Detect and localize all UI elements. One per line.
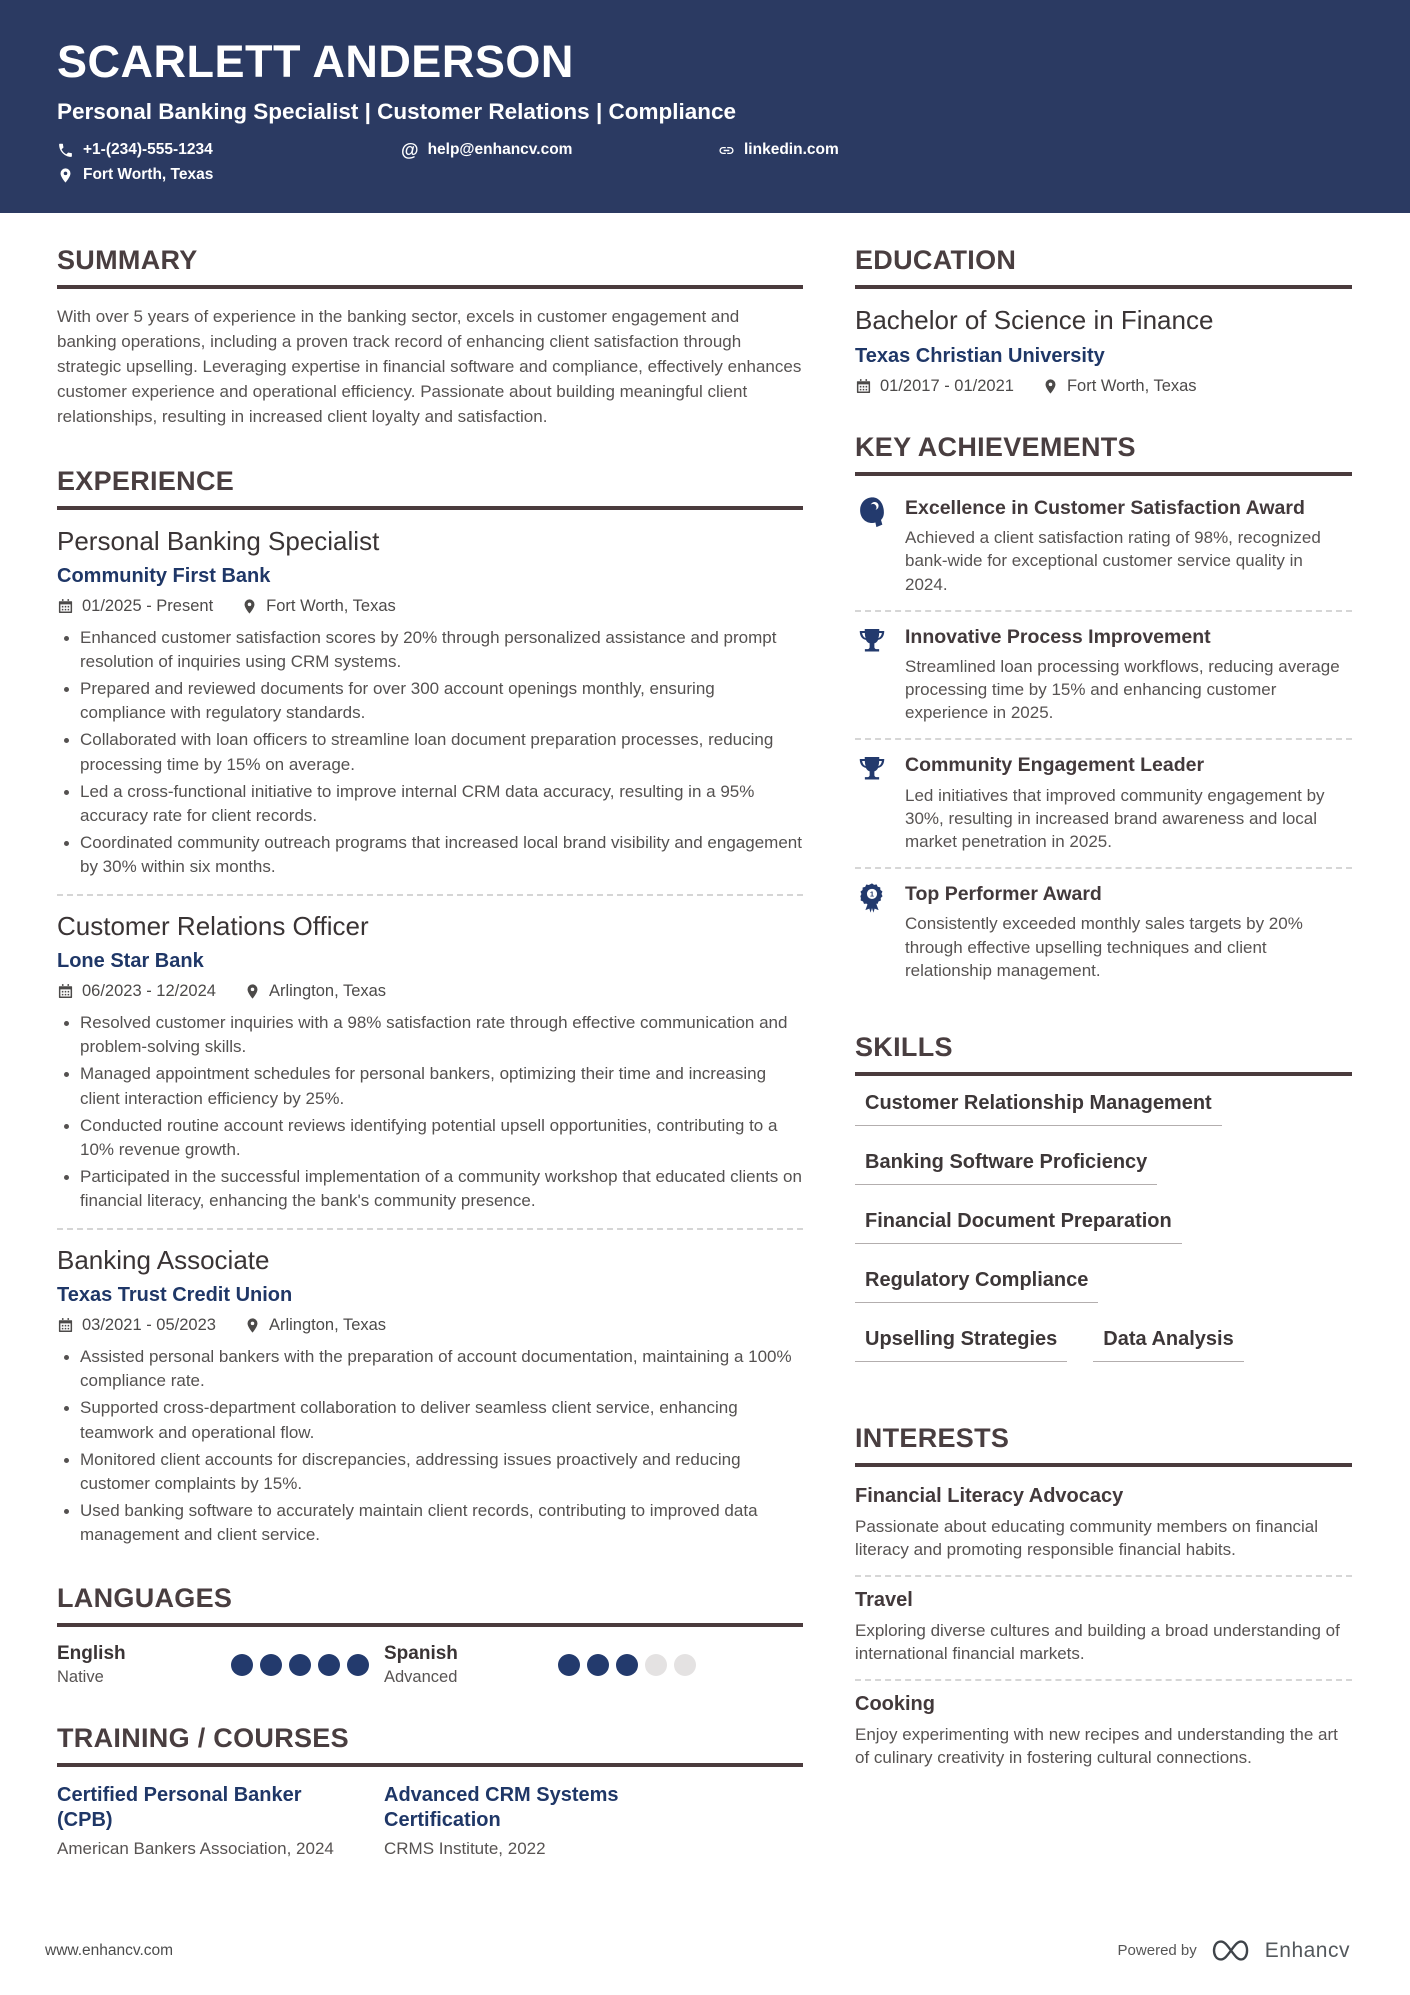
- trophy-icon: [857, 753, 887, 853]
- achievement-text: Consistently exceeded monthly sales targets by 20% through effective upselling techniques and client relationship management.: [905, 914, 1303, 980]
- languages-section: [57, 1583, 803, 1687]
- experience-entry: [57, 894, 803, 1213]
- section-title-summary: SUMMARY: [57, 245, 803, 289]
- job-bullet: Assisted personal bankers with the preparation of account documentation, maintaining a 100% compliance rate.: [57, 1345, 803, 1393]
- skill-item: Upselling Strategies: [855, 1328, 1067, 1362]
- bullet-list: [57, 1011, 803, 1213]
- section-title-skills: SKILLS: [855, 1032, 1352, 1076]
- resume-body: [0, 213, 1410, 1859]
- phone-number: +1-(234)-555-1234: [83, 141, 213, 158]
- job-bullet: Participated in the successful implementation of a community workshop that educated clients on financial literacy, enhancing the bank's community presence.: [57, 1165, 803, 1213]
- school-name: Texas Christian University: [855, 345, 1105, 367]
- email-contact[interactable]: [401, 141, 718, 159]
- experience-entry: [57, 526, 803, 879]
- interest-item: [855, 1483, 1352, 1575]
- achievement-text: Streamlined loan processing workflows, reducing average processing time by 15% and enhancing customer experience in 2025.: [905, 657, 1340, 723]
- section-title-interests: INTERESTS: [855, 1423, 1352, 1467]
- company-name: Lone Star Bank: [57, 950, 204, 973]
- rating-dot: [318, 1654, 340, 1676]
- language-rating: [231, 1654, 369, 1676]
- language-list: [57, 1643, 803, 1687]
- education-section: [855, 245, 1352, 396]
- calendar-icon: [57, 1317, 74, 1334]
- job-bullet: Conducted routine account reviews identifying potential upsell opportunities, contributing to a 10% revenue growth.: [57, 1114, 803, 1162]
- section-title-experience: EXPERIENCE: [57, 466, 803, 510]
- section-title-education: EDUCATION: [855, 245, 1352, 289]
- rating-dot: [616, 1654, 638, 1676]
- medal-icon: [857, 882, 887, 982]
- training-list: [57, 1783, 803, 1859]
- rating-dot: [260, 1654, 282, 1676]
- job-bullet: Managed appointment schedules for personal bankers, optimizing their time and increasing client interaction efficiency by 25%.: [57, 1062, 803, 1110]
- skill-item: Financial Document Preparation: [855, 1210, 1182, 1244]
- language-rating: [558, 1654, 696, 1676]
- course-item: [57, 1783, 384, 1859]
- interest-text: Exploring diverse cultures and building a broad understanding of international financial markets.: [855, 1621, 1340, 1664]
- contact-row: [57, 141, 1353, 159]
- phone-contact: [57, 141, 401, 159]
- achievement-body: [905, 753, 1350, 853]
- skills-list: [855, 1092, 1302, 1387]
- interest-name: Cooking: [855, 1693, 935, 1716]
- job-location: [244, 1316, 386, 1335]
- resume-header: [0, 0, 1410, 213]
- interests-section: [855, 1423, 1352, 1784]
- job-meta: [57, 982, 803, 1001]
- name: SCARLETT ANDERSON: [57, 36, 574, 87]
- section-title-training: TRAINING / COURSES: [57, 1723, 803, 1767]
- company-name: Community First Bank: [57, 564, 271, 587]
- page-footer: [45, 1938, 1350, 1963]
- skill-item: Banking Software Proficiency: [855, 1151, 1157, 1185]
- bullet-list: [57, 1345, 803, 1547]
- interest-text: Enjoy experimenting with new recipes and understanding the art of culinary creativity in fostering cultural connections.: [855, 1725, 1338, 1768]
- rating-dot: [347, 1654, 369, 1676]
- email-address: help@enhancv.com: [427, 141, 573, 158]
- interest-item: [855, 1575, 1352, 1679]
- company-name: Texas Trust Credit Union: [57, 1284, 293, 1307]
- job-location: [244, 982, 386, 1001]
- location-pin-icon: [244, 983, 261, 1000]
- achievement-text: Achieved a client satisfaction rating of 98%, recognized bank-wide for exceptional customer service quality in 2024.: [905, 528, 1321, 594]
- achievement-item: [855, 738, 1352, 867]
- skill-item: Data Analysis: [1093, 1328, 1243, 1362]
- job-title: Banking Associate: [57, 1245, 270, 1276]
- location-text: Fort Worth, Texas: [83, 166, 214, 183]
- interest-name: Travel: [855, 1589, 913, 1612]
- course-item: [384, 1783, 803, 1859]
- language-info: [57, 1643, 207, 1687]
- achievement-item: [855, 492, 1352, 610]
- head-icon: [857, 496, 887, 596]
- job-meta: [57, 597, 803, 616]
- contact-row-2: [57, 166, 1353, 184]
- rating-dot: [587, 1654, 609, 1676]
- achievement-item: [855, 867, 1352, 996]
- bullet-list: [57, 626, 803, 879]
- skill-item: Customer Relationship Management: [855, 1092, 1222, 1126]
- job-bullet: Monitored client accounts for discrepancies, addressing issues proactively and reducing customer complaints by 15%.: [57, 1448, 803, 1496]
- job-location-text: Arlington, Texas: [268, 1316, 387, 1335]
- job-title: Customer Relations Officer: [57, 911, 369, 942]
- calendar-icon: [57, 598, 74, 615]
- section-title-languages: LANGUAGES: [57, 1583, 803, 1627]
- at-icon: @: [401, 140, 419, 160]
- achievement-title: Top Performer Award: [905, 883, 1102, 906]
- calendar-icon: [855, 378, 872, 395]
- achievement-body: [905, 882, 1350, 982]
- rating-dot: [558, 1654, 580, 1676]
- job-dates: [57, 597, 213, 616]
- course-name: Advanced CRM Systems Certification: [384, 1784, 619, 1832]
- achievement-text: Led initiatives that improved community engagement by 30%, resulting in increased brand awareness and local market penetration in 2025.: [905, 785, 1325, 851]
- job-dates-text: 03/2021 - 05/2023: [82, 1316, 216, 1335]
- achievement-title: Excellence in Customer Satisfaction Award: [905, 497, 1305, 519]
- language-item: [384, 1643, 803, 1687]
- job-bullet: Collaborated with loan officers to streamline loan document preparation processes, reducing processing time by 15% on average.: [57, 728, 803, 776]
- achievements-section: [855, 432, 1352, 996]
- language-name: Spanish: [384, 1643, 458, 1665]
- trophy-icon: [857, 625, 887, 725]
- job-location: [241, 597, 396, 616]
- linkedin-contact[interactable]: [718, 141, 839, 159]
- language-item: [57, 1643, 384, 1687]
- job-title: Personal Banking Specialist: [57, 525, 380, 556]
- course-org: CRMS Institute, 2022: [384, 1839, 546, 1859]
- degree-name: Bachelor of Science in Finance: [855, 305, 1214, 335]
- skills-section: [855, 1032, 1352, 1387]
- course-org: American Bankers Association, 2024: [57, 1839, 334, 1859]
- language-level: Native: [57, 1668, 104, 1687]
- job-location-text: Arlington, Texas: [268, 982, 387, 1001]
- job-dates: [57, 1316, 216, 1335]
- brand-name: Enhancv: [1264, 1938, 1350, 1962]
- achievement-item: [855, 610, 1352, 739]
- achievement-title: Innovative Process Improvement: [905, 625, 1211, 648]
- location-pin-icon: [1042, 378, 1059, 395]
- section-title-achievements: KEY ACHIEVEMENTS: [855, 432, 1352, 476]
- education-location-text: Fort Worth, Texas: [1066, 377, 1197, 395]
- enhancv-logo: [1210, 1938, 1252, 1963]
- linkedin-text: linkedin.com: [744, 141, 839, 158]
- right-column: [855, 245, 1352, 1859]
- powered-by: [1118, 1938, 1350, 1963]
- rating-dot: [645, 1654, 667, 1676]
- course-name: Certified Personal Banker (CPB): [57, 1784, 302, 1832]
- achievement-title: Community Engagement Leader: [905, 754, 1205, 777]
- interest-text: Passionate about educating community members on financial literacy and promoting responsible financial habits.: [855, 1516, 1319, 1559]
- job-dates-text: 01/2025 - Present: [82, 596, 214, 615]
- rating-dot: [674, 1654, 696, 1676]
- experience-entry: [57, 1228, 803, 1547]
- language-name: English: [57, 1643, 126, 1665]
- achievement-body: [905, 496, 1350, 596]
- achievement-body: [905, 625, 1350, 725]
- interest-item: [855, 1679, 1352, 1783]
- language-info: [384, 1643, 534, 1687]
- job-bullet: Supported cross-department collaboration to deliver seamless client service, enhancing teamwork and operational flow.: [57, 1396, 803, 1444]
- interest-list: [855, 1483, 1352, 1784]
- job-bullet: Resolved customer inquiries with a 98% satisfaction rate through effective communication and problem-solving skills.: [57, 1011, 803, 1059]
- education-dates-text: 01/2017 - 01/2021: [880, 377, 1014, 395]
- summary-text: With over 5 years of experience in the banking sector, excels in customer engagement and banking operations, including a proven track record of enhancing client satisfaction through strategic upselling. Leveraging expertise in financial software and compliance, effectively enhances customer experience and operational efficiency. Passionate about building meaningful client relationships, resulting in increased client loyalty and satisfaction.: [57, 307, 802, 426]
- job-dates-text: 06/2023 - 12/2024: [82, 982, 216, 1001]
- interest-name: Financial Literacy Advocacy: [855, 1484, 1124, 1507]
- job-bullet: Prepared and reviewed documents for over 300 account openings monthly, ensuring compliance with regulatory standards.: [57, 677, 803, 725]
- education-location: [1042, 377, 1197, 396]
- achievement-list: [855, 492, 1352, 996]
- rating-dot: [231, 1654, 253, 1676]
- education-meta: [855, 377, 1352, 396]
- job-location-text: Fort Worth, Texas: [266, 596, 396, 615]
- training-section: [57, 1723, 803, 1859]
- language-level: Advanced: [384, 1668, 458, 1687]
- website-link[interactable]: www.enhancv.com: [45, 1941, 174, 1959]
- location-contact: [57, 166, 213, 184]
- summary-section: [57, 245, 803, 430]
- location-pin-icon: [244, 1317, 261, 1334]
- powered-by-label: Powered by: [1117, 1942, 1197, 1959]
- experience-section: [57, 466, 803, 1547]
- tagline: Personal Banking Specialist | Customer Relations | Compliance: [57, 99, 737, 124]
- job-bullet: Used banking software to accurately maintain client records, contributing to improved data management and client service.: [57, 1499, 803, 1547]
- education-dates: [855, 377, 1014, 396]
- location-pin-icon: [57, 167, 74, 184]
- job-bullet: Led a cross-functional initiative to improve internal CRM data accuracy, resulting in a 95% accuracy rate for client records.: [57, 780, 803, 828]
- job-bullet: Enhanced customer satisfaction scores by 20% through personalized assistance and prompt resolution of inquiries using CRM systems.: [57, 626, 803, 674]
- phone-icon: [57, 142, 74, 159]
- experience-list: [57, 526, 803, 1547]
- job-bullet: Coordinated community outreach programs that increased local brand visibility and engagement by 30% within six months.: [57, 831, 803, 879]
- job-dates: [57, 982, 216, 1001]
- skill-item: Regulatory Compliance: [855, 1269, 1098, 1303]
- job-meta: [57, 1316, 803, 1335]
- link-icon: [718, 142, 735, 159]
- location-pin-icon: [241, 598, 258, 615]
- rating-dot: [289, 1654, 311, 1676]
- left-column: [57, 245, 803, 1859]
- calendar-icon: [57, 983, 74, 1000]
